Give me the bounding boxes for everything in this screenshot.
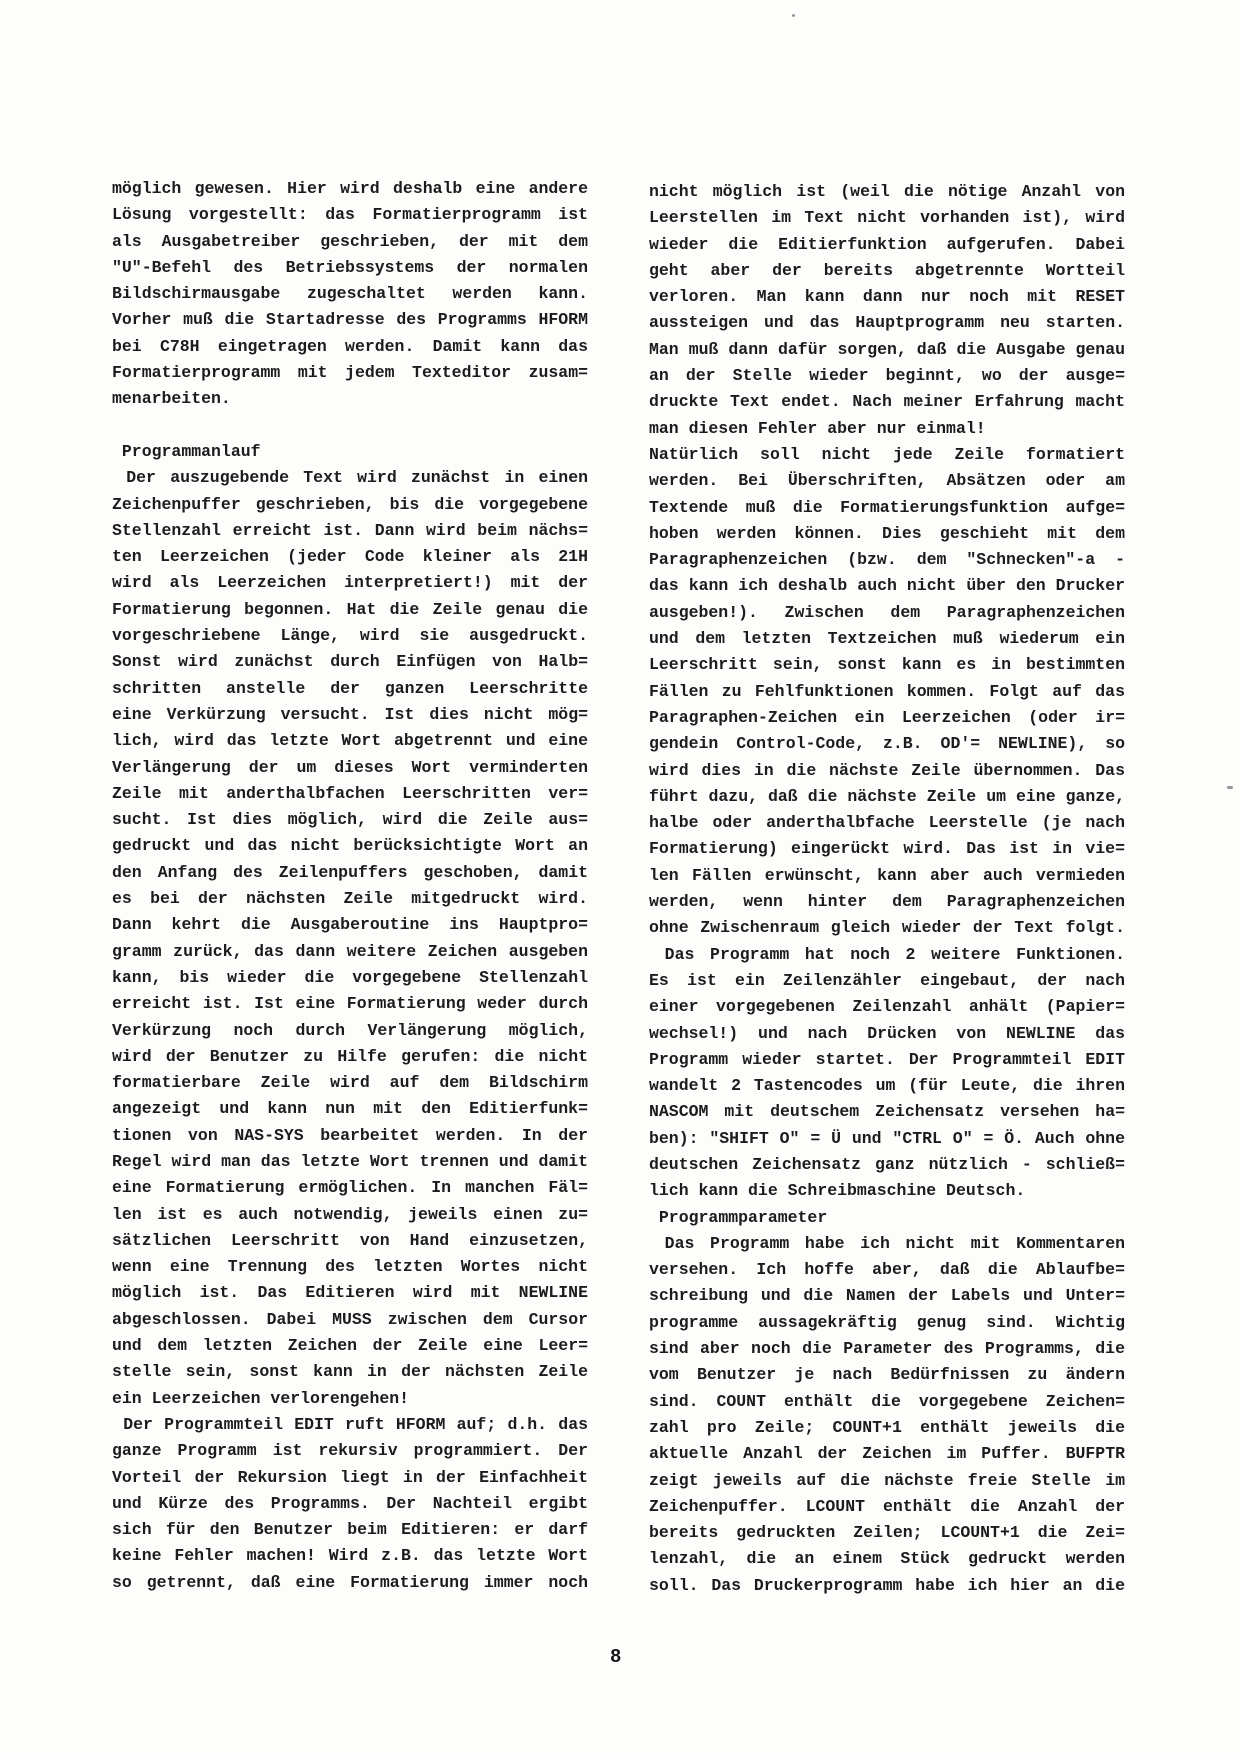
text-line: Programmparameter — [649, 1207, 828, 1227]
text-line: ohne Zwischenraum gleich wieder der Text folgt. — [649, 918, 1125, 938]
text-line: wird dies in die nächste Zeile übernommen. Das — [649, 760, 1125, 780]
text-line: Programm wieder startet. Der Programmteil EDIT — [649, 1049, 1125, 1069]
text-line: lich, wird das letzte Wort abgetrennt und eine — [112, 731, 588, 751]
text-line: programme aussagekräftig genug sind. Wichtig — [649, 1312, 1125, 1332]
text-line: möglich ist. Das Editieren wird mit NEWLINE — [112, 1283, 588, 1303]
text-line: bei C78H eingetragen werden. Damit kann das — [112, 336, 588, 356]
text-line: sucht. Ist dies möglich, wird die Zeile aus= — [112, 810, 588, 830]
text-line: NASCOM mit deutschem Zeichensatz versehen ha= — [649, 1102, 1125, 1122]
text-line: Das Programm habe ich nicht mit Kommentaren — [649, 1233, 1125, 1253]
text-line: len Fällen erwünscht, kann aber auch vermieden — [649, 865, 1125, 885]
text-line: es bei der nächsten Zeile mitgedruckt wird. — [112, 889, 588, 909]
text-line: Paragraphen-Zeichen ein Leerzeichen (oder ir= — [649, 707, 1125, 727]
text-line: versehen. Ich hoffe aber, daß die Ablaufbe= — [649, 1260, 1125, 1280]
text-line: werden, wenn hinter dem Paragraphenzeichen — [649, 892, 1125, 912]
text-line: hoben werden können. Dies geschieht mit dem — [649, 523, 1125, 543]
text-line: sind. COUNT enthält die vorgegebene Zeichen= — [649, 1391, 1125, 1411]
text-line: Man muß dann dafür sorgen, daß die Ausgabe genau — [649, 339, 1125, 359]
text-line: wenn eine Trennung des letzten Wortes nicht — [112, 1257, 588, 1277]
text-line: len ist es auch notwendig, jeweils einen zu= — [112, 1204, 588, 1224]
text-line: und dem letzten Textzeichen muß wiederum ein — [649, 629, 1125, 649]
text-line: halbe oder anderthalbfache Leerstelle (je nach — [649, 813, 1125, 833]
text-line: sätzlichen Leerschritt von Hand einzusetzen, — [112, 1230, 588, 1250]
text-line: erreicht ist. Ist eine Formatierung weder durch — [112, 994, 588, 1014]
text-line: deutschen Zeichensatz ganz nützlich - schließ= — [649, 1154, 1125, 1174]
text-line: gendein Control-Code, z.B. OD'= NEWLINE), so — [649, 734, 1125, 754]
right-column — [649, 179, 1125, 1599]
text-line: bereits gedruckten Zeilen; LCOUNT+1 die Zei= — [649, 1523, 1125, 1543]
text-line: ausgeben!). Zwischen dem Paragraphenzeichen — [649, 602, 1125, 622]
text-line: eine Verkürzung versucht. Ist dies nicht mög= — [112, 704, 588, 724]
text-line: wandelt 2 Tastencodes um (für Leute, die ihren — [649, 1076, 1125, 1096]
text-line: menarbeiten. — [112, 389, 231, 409]
text-line: führt dazu, daß die nächste Zeile um eine ganze, — [649, 786, 1125, 806]
text-line: Vorteil der Rekursion liegt in der Einfachheit — [112, 1467, 588, 1487]
text-line: angezeigt und kann nun mit den Editierfunk= — [112, 1099, 588, 1119]
text-line: vom Benutzer je nach Bedürfnissen zu ändern — [649, 1365, 1125, 1385]
text-line: ten Leerzeichen (jeder Code kleiner als 21H — [112, 547, 588, 567]
text-line: kann, bis wieder die vorgegebene Stellenzahl — [112, 967, 588, 987]
text-line: Lösung vorgestellt: das Formatierprogramm ist — [112, 205, 588, 225]
text-line: als Ausgabetreiber geschrieben, der mit dem — [112, 231, 588, 251]
text-line: den Anfang des Zeilenpuffers geschoben, damit — [112, 862, 588, 882]
text-line: Vorher muß die Startadresse des Programms HFORM — [112, 310, 588, 330]
text-line: Formatierung begonnen. Hat die Zeile genau die — [112, 599, 588, 619]
text-line: aktuelle Anzahl der Zeichen im Puffer. BUFPTR — [649, 1444, 1125, 1464]
text-line: gedruckt und das nicht berücksichtigte Wort an — [112, 836, 588, 856]
text-line: Es ist ein Zeilenzähler eingebaut, der nach — [649, 970, 1125, 990]
text-line: sind aber noch die Parameter des Programms, die — [649, 1339, 1125, 1359]
text-line: Zeichenpuffer. LCOUNT enthält die Anzahl der — [649, 1496, 1125, 1516]
text-line: schritten anstelle der ganzen Leerschritte — [112, 678, 588, 698]
blank-line — [112, 413, 588, 439]
left-column — [112, 176, 588, 1596]
text-line: Formatierprogramm mit jedem Texteditor zusam= — [112, 363, 588, 383]
text-line: eine Formatierung ermöglichen. In manchen Fäl= — [112, 1178, 588, 1198]
text-line: werden. Bei Überschriften, Absätzen oder am — [649, 471, 1125, 491]
text-line: Stellenzahl erreicht ist. Dann wird beim nächs= — [112, 520, 588, 540]
text-line: gramm zurück, das dann weitere Zeichen ausgeben — [112, 941, 588, 961]
text-line: Textende muß die Formatierungsfunktion aufge= — [649, 497, 1125, 517]
text-line: Leerschritt sein, sonst kann es in bestimmten — [649, 655, 1125, 675]
text-line: nicht möglich ist (weil die nötige Anzahl von — [649, 182, 1125, 201]
text-line: Regel wird man das letzte Wort trennen und damit — [112, 1151, 588, 1171]
text-line: aussteigen und das Hauptprogramm neu starten. — [649, 313, 1125, 333]
text-line: Formatierung) eingerückt wird. Das ist in vie= — [649, 839, 1125, 859]
text-line: Programmanlauf — [112, 441, 261, 461]
text-line: Zeile mit anderthalbfachen Leerschritten ver= — [112, 783, 588, 803]
text-line: Sonst wird zunächst durch Einfügen von Halb= — [112, 652, 588, 672]
text-line: Der auszugebende Text wird zunächst in einen — [112, 468, 588, 488]
text-line: und dem letzten Zeichen der Zeile eine Leer= — [112, 1336, 588, 1356]
text-line: Fällen zu Fehlfunktionen kommen. Folgt auf das — [649, 681, 1125, 701]
text-line: und Kürze des Programms. Der Nachteil ergibt — [112, 1493, 588, 1513]
text-line: wieder die Editierfunktion aufgerufen. Dabei — [649, 234, 1125, 254]
text-line: Leerstellen im Text nicht vorhanden ist), wird — [649, 208, 1125, 228]
text-line: abgeschlossen. Dabei MUSS zwischen dem Cursor — [112, 1309, 588, 1329]
text-line: soll. Das Druckerprogramm habe ich hier an die — [649, 1575, 1125, 1595]
text-line: Verkürzung noch durch Verlängerung möglich, — [112, 1020, 588, 1040]
text-line: druckte Text endet. Nach meiner Erfahrung macht — [649, 392, 1125, 412]
text-line: Das Programm hat noch 2 weitere Funktionen. — [649, 944, 1125, 964]
text-line: ganze Programm ist rekursiv programmiert. Der — [112, 1441, 588, 1461]
text-line: ben): "SHIFT O" = Ü und "CTRL O" = Ö. Auch ohne — [649, 1128, 1125, 1148]
text-line: Zeichenpuffer geschrieben, bis die vorgegebene — [112, 494, 588, 514]
text-line: zeigt jeweils auf die nächste freie Stelle im — [649, 1470, 1125, 1490]
text-line: man diesen Fehler aber nur einmal! — [649, 418, 986, 438]
text-line: wird der Benutzer zu Hilfe gerufen: die nicht — [112, 1046, 588, 1066]
text-line: keine Fehler machen! Wird z.B. das letzte Wort — [112, 1546, 588, 1566]
text-line: Der Programmteil EDIT ruft HFORM auf; d.h. das — [112, 1414, 588, 1434]
scan-speck — [1227, 786, 1233, 789]
text-line: das kann ich deshalb auch nicht über den Drucker — [649, 576, 1125, 596]
text-line: wird als Leerzeichen interpretiert!) mit der — [112, 573, 588, 593]
text-line: lich kann die Schreibmaschine Deutsch. — [649, 1181, 1026, 1201]
text-line: Natürlich soll nicht jede Zeile formatiert — [649, 444, 1125, 464]
text-line: tionen von NAS-SYS bearbeitet werden. In der — [112, 1125, 588, 1145]
text-line: so getrennt, daß eine Formatierung immer noch — [112, 1572, 588, 1592]
text-line: Dann kehrt die Ausgaberoutine ins Hauptpro= — [112, 915, 588, 935]
page-number: 8 — [610, 1646, 622, 1668]
text-line: wechsel!) und nach Drücken von NEWLINE das — [649, 1023, 1125, 1043]
text-line: Verlängerung der um dieses Wort verminderten — [112, 757, 588, 777]
text-line: Bildschirmausgabe zugeschaltet werden kann. — [112, 284, 588, 304]
text-line: geht aber der bereits abgetrennte Wortteil — [649, 260, 1125, 280]
text-line: zahl pro Zeile; COUNT+1 enthält jeweils die — [649, 1417, 1125, 1437]
text-line: "U"-Befehl des Betriebssystems der normalen — [112, 257, 588, 277]
text-line: sich für den Benutzer beim Editieren: er darf — [112, 1520, 588, 1540]
text-line: einer vorgegebenen Zeilenzahl anhält (Papier= — [649, 997, 1125, 1017]
text-line: formatierbare Zeile wird auf dem Bildschirm — [112, 1073, 588, 1093]
scan-speck — [792, 14, 795, 17]
text-line: an der Stelle wieder beginnt, wo der ausge= — [649, 366, 1125, 386]
text-line: Paragraphenzeichen (bzw. dem "Schnecken"-a - — [649, 550, 1125, 570]
text-line: vorgeschriebene Länge, wird sie ausgedruckt. — [112, 626, 588, 646]
text-line: lenzahl, die an einem Stück gedruckt werden — [649, 1549, 1125, 1569]
text-line: verloren. Man kann dann nur noch mit RESET — [649, 287, 1125, 307]
text-line: möglich gewesen. Hier wird deshalb eine andere — [112, 179, 588, 198]
text-line: stelle sein, sonst kann in der nächsten Zeile — [112, 1362, 588, 1382]
text-line: schreibung und die Namen der Labels und Unter= — [649, 1286, 1125, 1306]
text-line: ein Leerzeichen verlorengehen! — [112, 1388, 410, 1408]
